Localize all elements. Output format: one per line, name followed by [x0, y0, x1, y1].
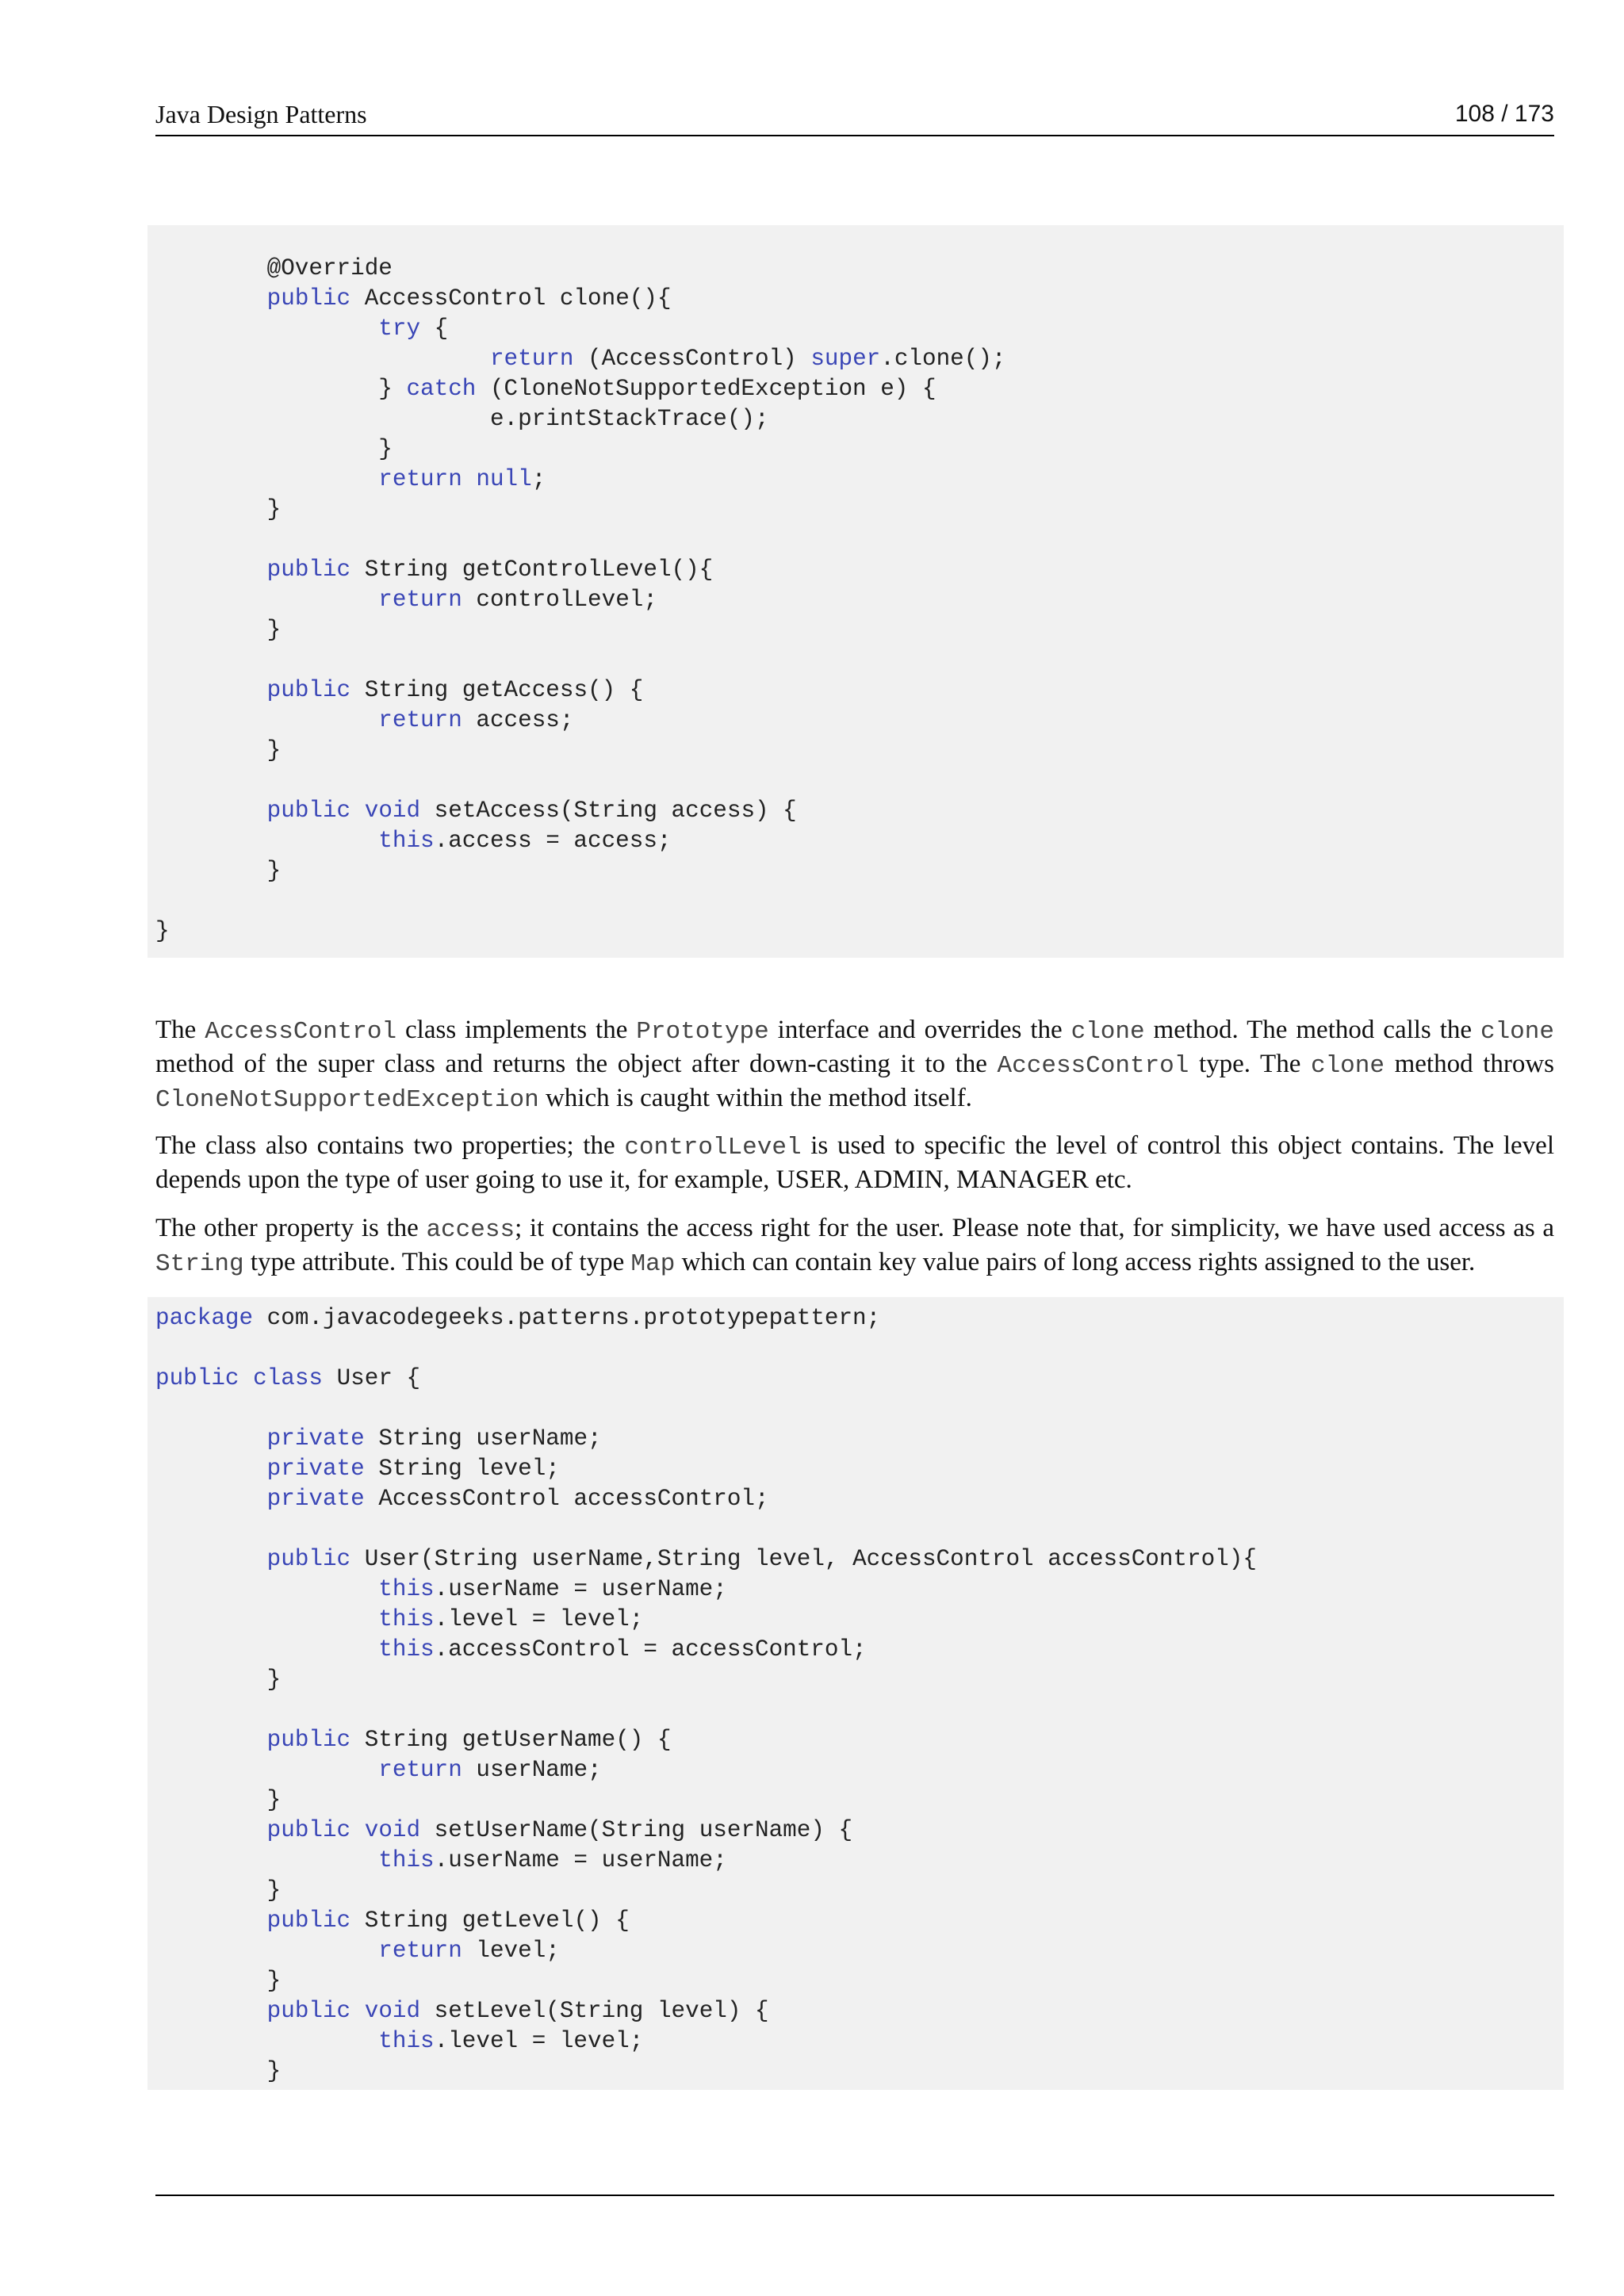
code-keyword: super	[810, 346, 881, 372]
code-block-accesscontrol	[147, 225, 1564, 958]
code-token	[155, 285, 267, 312]
code-token: .level = level;	[434, 2028, 644, 2054]
code-token	[462, 466, 477, 492]
text-run: type. The	[1189, 1050, 1311, 1078]
code-token	[239, 1365, 254, 1391]
code-keyword: void	[364, 1817, 421, 1843]
code-line	[147, 1876, 1564, 1906]
code-line	[147, 1785, 1564, 1816]
inline-code: String	[155, 1250, 244, 1278]
text-run: method of the super class and returns the object after down-casting it to the	[155, 1050, 998, 1078]
inline-code: clone	[1310, 1052, 1385, 1080]
code-token	[155, 1456, 267, 1482]
code-token: User(String userName,String level, AccessControl accessControl){	[350, 1546, 1257, 1572]
code-line	[147, 1816, 1564, 1846]
code-keyword: package	[155, 1305, 254, 1331]
code-token: .level = level;	[434, 1606, 644, 1632]
code-line	[147, 1544, 1564, 1575]
text-run: The class also contains two properties; the	[155, 1131, 625, 1160]
text-run: class implements the	[396, 1016, 637, 1044]
inline-code: access	[426, 1216, 515, 1244]
code-keyword: this	[378, 1606, 435, 1632]
code-token: .clone();	[880, 346, 1006, 372]
page-number: 108 / 173	[1454, 101, 1554, 127]
code-line	[147, 916, 1564, 947]
footer-rule	[155, 2195, 1554, 2196]
code-token	[155, 1546, 267, 1572]
code-token	[155, 587, 378, 613]
code-token	[155, 346, 490, 372]
code-line	[147, 826, 1564, 856]
code-token: }	[155, 436, 393, 462]
code-keyword: return	[378, 587, 462, 613]
code-token: }	[155, 737, 282, 763]
code-token: String getLevel() {	[350, 1908, 630, 1934]
code-line	[147, 645, 1564, 675]
code-keyword: this	[378, 828, 435, 854]
inline-code: AccessControl	[205, 1018, 397, 1046]
text-run: ; it contains the access right for the user. Please note that, for simplicity, we have used access as a	[515, 1214, 1554, 1242]
code-keyword: this	[378, 1576, 435, 1602]
code-keyword: private	[266, 1486, 365, 1512]
code-token	[155, 1727, 267, 1753]
code-keyword: private	[266, 1456, 365, 1482]
code-line	[147, 555, 1564, 585]
code-line	[147, 1575, 1564, 1605]
code-token: }	[155, 617, 282, 643]
code-keyword: return	[378, 466, 462, 492]
code-token: controlLevel;	[462, 587, 657, 613]
code-keyword: public	[266, 1546, 351, 1572]
inline-code: clone	[1071, 1018, 1145, 1046]
paragraph-control-level	[155, 1130, 1554, 1196]
code-token	[350, 1998, 365, 2024]
code-line	[147, 404, 1564, 434]
code-line	[147, 886, 1564, 916]
code-token: String getControlLevel(){	[350, 557, 714, 583]
inline-code: clone	[1480, 1018, 1554, 1046]
code-keyword: null	[476, 466, 532, 492]
code-line	[147, 1514, 1564, 1544]
code-line	[147, 1906, 1564, 1936]
code-token	[155, 316, 378, 342]
code-token: }	[155, 1667, 282, 1693]
code-token	[155, 1757, 378, 1783]
code-line	[147, 1846, 1564, 1876]
code-token: ;	[531, 466, 546, 492]
code-keyword: this	[378, 1636, 435, 1663]
code-token: String getAccess() {	[350, 677, 644, 703]
code-line	[147, 766, 1564, 796]
code-token: String getUserName() {	[350, 1727, 672, 1753]
code-keyword: return	[489, 346, 574, 372]
code-token	[155, 557, 267, 583]
code-token: com.javacodegeeks.patterns.prototypepattern;	[253, 1305, 881, 1331]
code-line	[147, 1966, 1564, 1996]
code-token: }	[155, 376, 407, 402]
code-line	[147, 2026, 1564, 2057]
code-token	[155, 1908, 267, 1934]
code-token: (AccessControl)	[573, 346, 811, 372]
code-keyword: public	[266, 285, 351, 312]
code-keyword: return	[378, 1938, 462, 1964]
code-line	[147, 1936, 1564, 1966]
code-line	[147, 254, 1564, 284]
code-token	[155, 1576, 378, 1602]
code-keyword: public	[266, 677, 351, 703]
code-line	[147, 1484, 1564, 1514]
code-line	[147, 525, 1564, 555]
code-token: .userName = userName;	[434, 1576, 727, 1602]
code-line	[147, 675, 1564, 706]
document-title: Java Design Patterns	[155, 100, 367, 128]
text-run: which can contain key value pairs of long access rights assigned to the user.	[675, 1248, 1476, 1276]
code-token	[155, 1606, 378, 1632]
code-token	[155, 798, 267, 824]
code-line	[147, 465, 1564, 495]
code-line	[147, 615, 1564, 645]
code-token	[155, 1938, 378, 1964]
code-token: setLevel(String level) {	[420, 1998, 769, 2024]
code-line	[147, 1334, 1564, 1364]
code-token: {	[420, 316, 449, 342]
code-token	[155, 677, 267, 703]
code-token: .accessControl = accessControl;	[434, 1636, 867, 1663]
code-token	[155, 2028, 378, 2054]
code-line	[147, 284, 1564, 314]
code-token	[155, 707, 378, 733]
code-line	[147, 1725, 1564, 1755]
code-line	[147, 1665, 1564, 1695]
inline-code: controlLevel	[624, 1134, 802, 1161]
code-line	[147, 1755, 1564, 1785]
code-line	[147, 1364, 1564, 1394]
code-line	[147, 796, 1564, 826]
code-line	[147, 314, 1564, 344]
code-token	[155, 1636, 378, 1663]
text-run: interface and overrides the	[768, 1016, 1071, 1044]
code-line	[147, 495, 1564, 525]
code-keyword: public	[266, 557, 351, 583]
code-token	[155, 1425, 267, 1452]
code-line	[147, 1454, 1564, 1484]
code-token: User {	[323, 1365, 421, 1391]
code-token	[155, 1817, 267, 1843]
code-line	[147, 1635, 1564, 1665]
code-token: }	[155, 1877, 282, 1904]
code-token: }	[155, 918, 170, 944]
text-run: The other property is the	[155, 1214, 427, 1242]
code-token: }	[155, 1787, 282, 1813]
text-run: is used to specific the level of control this object contains. The level depends upon the type of user going to use it, for example, USER, ADMIN, MANAGER etc.	[155, 1131, 1554, 1194]
text-run: The	[155, 1016, 205, 1044]
code-keyword: void	[364, 1998, 421, 2024]
code-keyword: public	[266, 1817, 351, 1843]
code-token	[155, 1486, 267, 1512]
inline-code: AccessControl	[997, 1052, 1189, 1080]
code-line	[147, 736, 1564, 766]
code-token	[155, 466, 378, 492]
text-run: method. The method calls the	[1144, 1016, 1480, 1044]
code-keyword: this	[378, 2028, 435, 2054]
paragraph-clone-explanation	[155, 1014, 1554, 1116]
code-token	[350, 1817, 365, 1843]
code-token	[155, 1998, 267, 2024]
code-line	[147, 434, 1564, 465]
code-keyword: public	[266, 1727, 351, 1753]
code-token: setUserName(String userName) {	[420, 1817, 853, 1843]
code-token: AccessControl clone(){	[350, 285, 672, 312]
code-keyword: return	[378, 707, 462, 733]
code-keyword: catch	[406, 376, 477, 402]
code-keyword: class	[253, 1365, 323, 1391]
code-token: }	[155, 1968, 282, 1994]
code-token	[350, 798, 365, 824]
code-line	[147, 856, 1564, 886]
code-token: level;	[462, 1938, 560, 1964]
code-token: .access = access;	[434, 828, 672, 854]
code-line	[147, 1996, 1564, 2026]
code-token	[155, 1847, 378, 1873]
text-run: which is caught within the method itself.	[538, 1084, 972, 1112]
code-line	[147, 585, 1564, 615]
code-keyword: public	[266, 1998, 351, 2024]
code-token: @Override	[155, 255, 393, 281]
code-line	[147, 1695, 1564, 1725]
text-run: type attribute. This could be of type	[243, 1248, 631, 1276]
code-token: String userName;	[364, 1425, 602, 1452]
code-line	[147, 1394, 1564, 1424]
code-token: }	[155, 2058, 282, 2084]
code-token: e.printStackTrace();	[155, 406, 769, 432]
inline-code: Map	[630, 1250, 676, 1278]
page-header	[155, 97, 1554, 136]
code-token: }	[155, 858, 282, 884]
code-block-user-class	[147, 1297, 1564, 2090]
code-token: }	[155, 496, 282, 522]
code-token: (CloneNotSupportedException e) {	[476, 376, 936, 402]
code-keyword: private	[266, 1425, 365, 1452]
code-line	[147, 1303, 1564, 1334]
code-keyword: public	[266, 1908, 351, 1934]
code-token	[155, 828, 378, 854]
code-token: setAccess(String access) {	[420, 798, 797, 824]
code-line	[147, 344, 1564, 374]
code-keyword: void	[364, 798, 421, 824]
paragraph-access-property	[155, 1212, 1554, 1280]
code-token: String level;	[364, 1456, 560, 1482]
code-keyword: public	[266, 798, 351, 824]
code-keyword: public	[155, 1365, 239, 1391]
inline-code: Prototype	[636, 1018, 769, 1046]
code-keyword: return	[378, 1757, 462, 1783]
code-line	[147, 1424, 1564, 1454]
inline-code: CloneNotSupportedException	[155, 1086, 539, 1114]
code-line	[147, 1605, 1564, 1635]
code-line	[147, 374, 1564, 404]
code-keyword: try	[378, 316, 421, 342]
code-token: .userName = userName;	[434, 1847, 727, 1873]
code-keyword: this	[378, 1847, 435, 1873]
code-line	[147, 706, 1564, 736]
code-token: access;	[462, 707, 574, 733]
code-token: userName;	[462, 1757, 602, 1783]
text-run: method throws	[1384, 1050, 1554, 1078]
code-line	[147, 2057, 1564, 2087]
code-token: AccessControl accessControl;	[364, 1486, 769, 1512]
